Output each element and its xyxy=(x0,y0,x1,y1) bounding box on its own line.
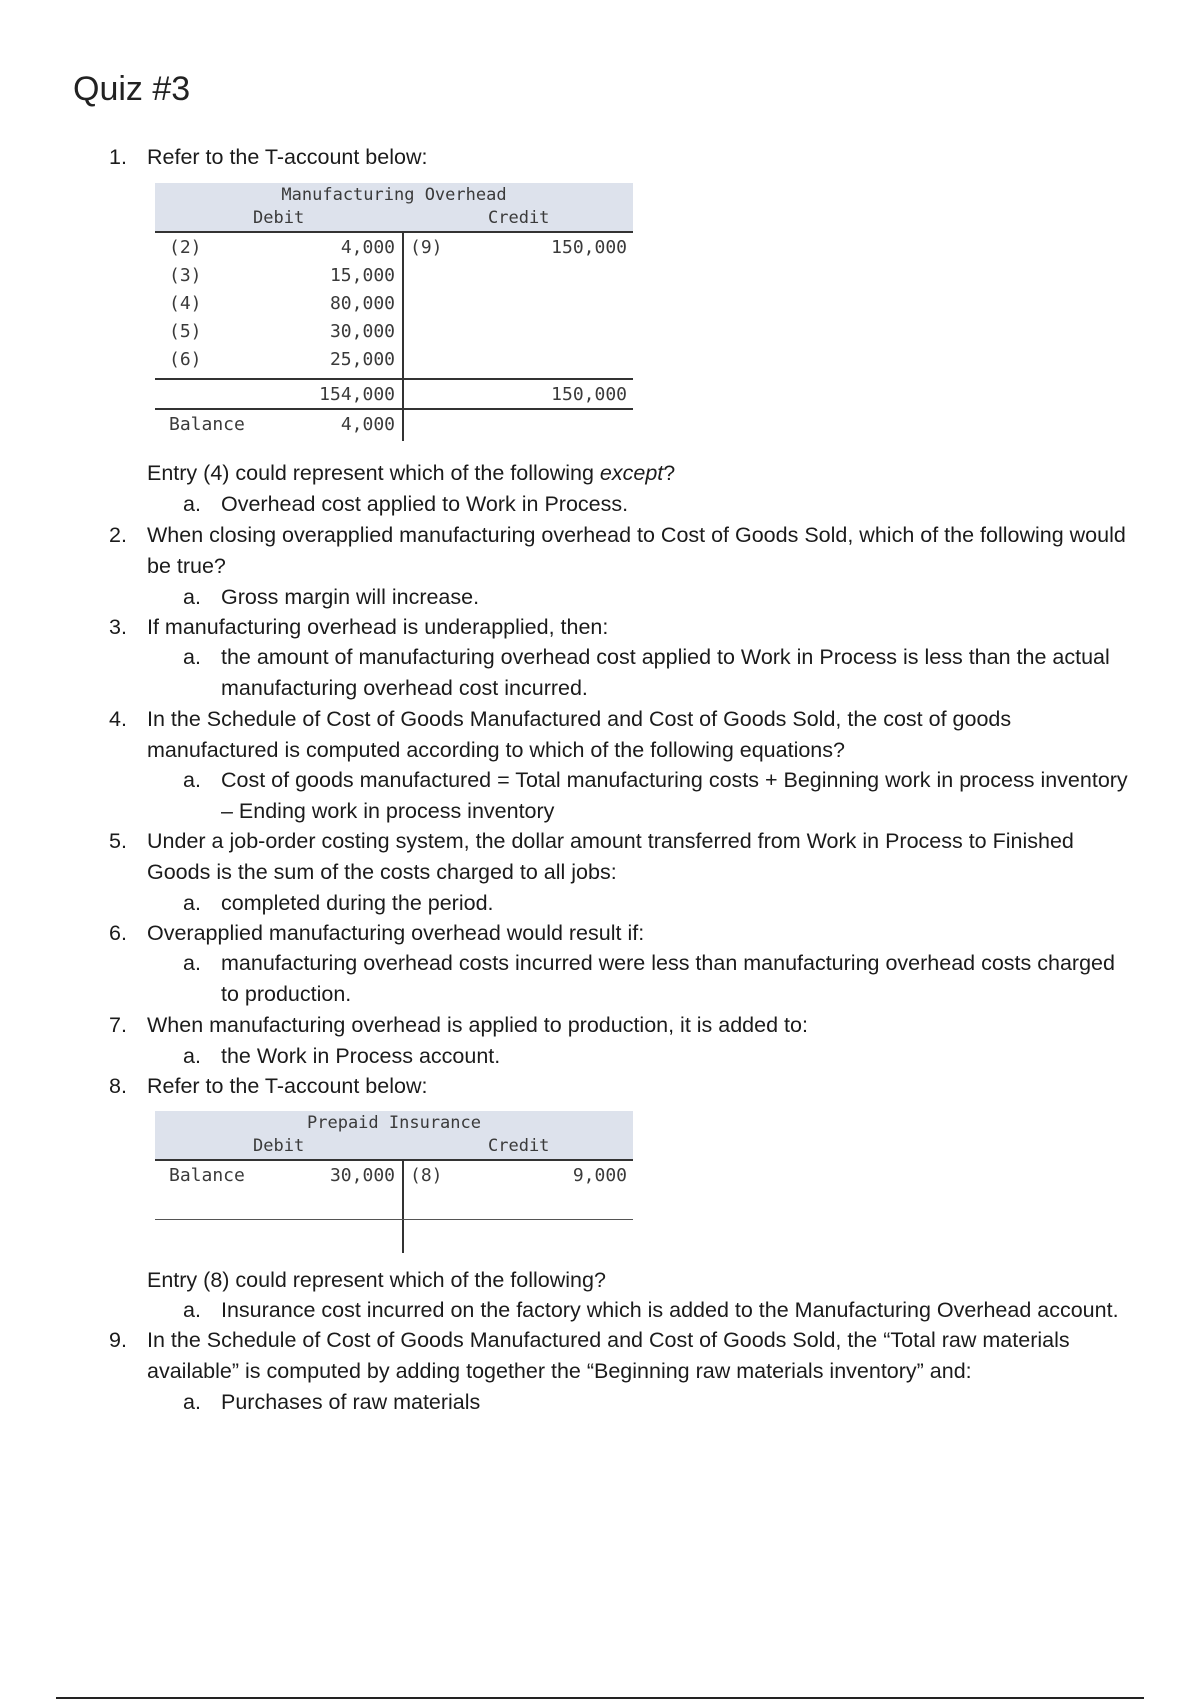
balance-label: Balance xyxy=(169,414,245,435)
answer-text: the Work in Process account. xyxy=(221,1044,501,1068)
prompt-text-end: ? xyxy=(663,461,676,485)
t-account-bottom-rule xyxy=(155,1219,633,1220)
t-account-top-rule xyxy=(155,1159,633,1161)
page-title: Quiz #3 xyxy=(73,70,191,108)
credit-header: Credit xyxy=(488,208,550,228)
answer-text-line-2: to production. xyxy=(221,982,352,1006)
answer-letter: a. xyxy=(183,1298,201,1322)
prompt-text: Entry (8) could represent which of the following? xyxy=(147,1268,606,1292)
answer-letter: a. xyxy=(183,1044,201,1068)
question-number: 9. xyxy=(109,1328,127,1352)
page-bottom-rule xyxy=(56,1697,1144,1699)
credit-total: 150,000 xyxy=(551,384,627,405)
answer-letter: a. xyxy=(183,492,201,516)
t-account-top-rule xyxy=(155,231,633,233)
question-text: Refer to the T-account below: xyxy=(147,145,428,169)
question-text-line-1: Under a job-order costing system, the dollar amount transferred from Work in Process to Finished xyxy=(147,829,1074,853)
debit-amount: 30,000 xyxy=(329,1165,395,1186)
debit-total: 154,000 xyxy=(319,384,395,405)
credit-entry-label: (9) xyxy=(410,237,443,258)
debit-entry-amount: 4,000 xyxy=(340,237,395,258)
t-account-center-rule xyxy=(402,1159,404,1253)
answer-text-line-1: manufacturing overhead costs incurred were less than manufacturing overhead costs charged xyxy=(221,951,1115,975)
debit-entry-label: (4) xyxy=(169,293,202,314)
prompt-emphasis: except xyxy=(599,461,664,485)
question-1-prompt xyxy=(147,458,675,489)
credit-entry-label: (8) xyxy=(410,1165,443,1186)
question-8-prompt xyxy=(147,1265,606,1296)
question-text-line-1: In the Schedule of Cost of Goods Manufactured and Cost of Goods Sold, the “Total raw materials xyxy=(147,1328,1070,1352)
debit-entry-amount: 30,000 xyxy=(329,321,395,342)
question-text: If manufacturing overhead is underapplied, then: xyxy=(147,615,609,639)
t-account-manufacturing-overhead xyxy=(155,183,633,443)
question-number: 4. xyxy=(109,707,127,731)
question-text-line-2: Goods is the sum of the costs charged to all jobs: xyxy=(147,860,617,884)
t-account-total-rule xyxy=(155,378,633,380)
answer-letter: a. xyxy=(183,768,201,792)
answer-text: completed during the period. xyxy=(221,891,494,915)
answer-text-line-1: the amount of manufacturing overhead cost applied to Work in Process is less than the actual xyxy=(221,645,1110,669)
balance-label: Balance xyxy=(169,1165,245,1186)
answer-text-line-2: – Ending work in process inventory xyxy=(221,799,555,823)
t-account-balance-rule xyxy=(155,408,633,410)
answer-text-line-2: manufacturing overhead cost incurred. xyxy=(221,676,588,700)
answer-text: Gross margin will increase. xyxy=(221,585,480,609)
answer-text: Insurance cost incurred on the factory which is added to the Manufacturing Overhead account. xyxy=(221,1298,1119,1322)
question-text: Refer to the T-account below: xyxy=(147,1074,428,1098)
prompt-text: Entry (4) could represent which of the following xyxy=(147,461,600,485)
question-text-line-1: In the Schedule of Cost of Goods Manufactured and Cost of Goods Sold, the cost of goods xyxy=(147,707,1012,731)
debit-entry-label: (2) xyxy=(169,237,202,258)
question-text-line-2: be true? xyxy=(147,554,226,578)
answer-letter: a. xyxy=(183,951,201,975)
debit-entry-label: (6) xyxy=(169,349,202,370)
debit-header: Debit xyxy=(253,208,305,228)
question-number: 6. xyxy=(109,921,127,945)
question-number: 7. xyxy=(109,1013,127,1037)
answer-letter: a. xyxy=(183,1390,201,1414)
answer-letter: a. xyxy=(183,891,201,915)
credit-amount: 9,000 xyxy=(572,1165,627,1186)
credit-header: Credit xyxy=(488,1136,550,1156)
question-number: 1. xyxy=(109,145,127,169)
question-number: 3. xyxy=(109,615,127,639)
question-text-line-2: manufactured is computed according to which of the following equations? xyxy=(147,738,845,762)
debit-entry-amount: 80,000 xyxy=(329,293,395,314)
debit-header: Debit xyxy=(253,1136,305,1156)
question-number: 2. xyxy=(109,523,127,547)
question-text-line-2: available” is computed by adding together the “Beginning raw materials inventory” and: xyxy=(147,1359,972,1383)
debit-entry-label: (5) xyxy=(169,321,202,342)
t-account-title: Prepaid Insurance xyxy=(307,1113,481,1133)
t-account-title: Manufacturing Overhead xyxy=(281,185,507,205)
debit-entry-amount: 15,000 xyxy=(329,265,395,286)
debit-entry-amount: 25,000 xyxy=(329,349,395,370)
question-text-line-1: When closing overapplied manufacturing overhead to Cost of Goods Sold, which of the following would xyxy=(147,523,1126,547)
balance-amount: 4,000 xyxy=(340,414,395,435)
t-account-prepaid-insurance xyxy=(155,1111,633,1253)
credit-entry-amount: 150,000 xyxy=(551,237,627,258)
answer-letter: a. xyxy=(183,645,201,669)
debit-entry-label: (3) xyxy=(169,265,202,286)
question-number: 8. xyxy=(109,1074,127,1098)
question-number: 5. xyxy=(109,829,127,853)
question-text: Overapplied manufacturing overhead would result if: xyxy=(147,921,645,945)
answer-letter: a. xyxy=(183,585,201,609)
answer-text-line-1: Cost of goods manufactured = Total manufacturing costs + Beginning work in process inventory xyxy=(221,768,1128,792)
answer-text: Purchases of raw materials xyxy=(221,1390,481,1414)
answer-text: Overhead cost applied to Work in Process. xyxy=(221,492,629,516)
question-text: When manufacturing overhead is applied to production, it is added to: xyxy=(147,1013,808,1037)
